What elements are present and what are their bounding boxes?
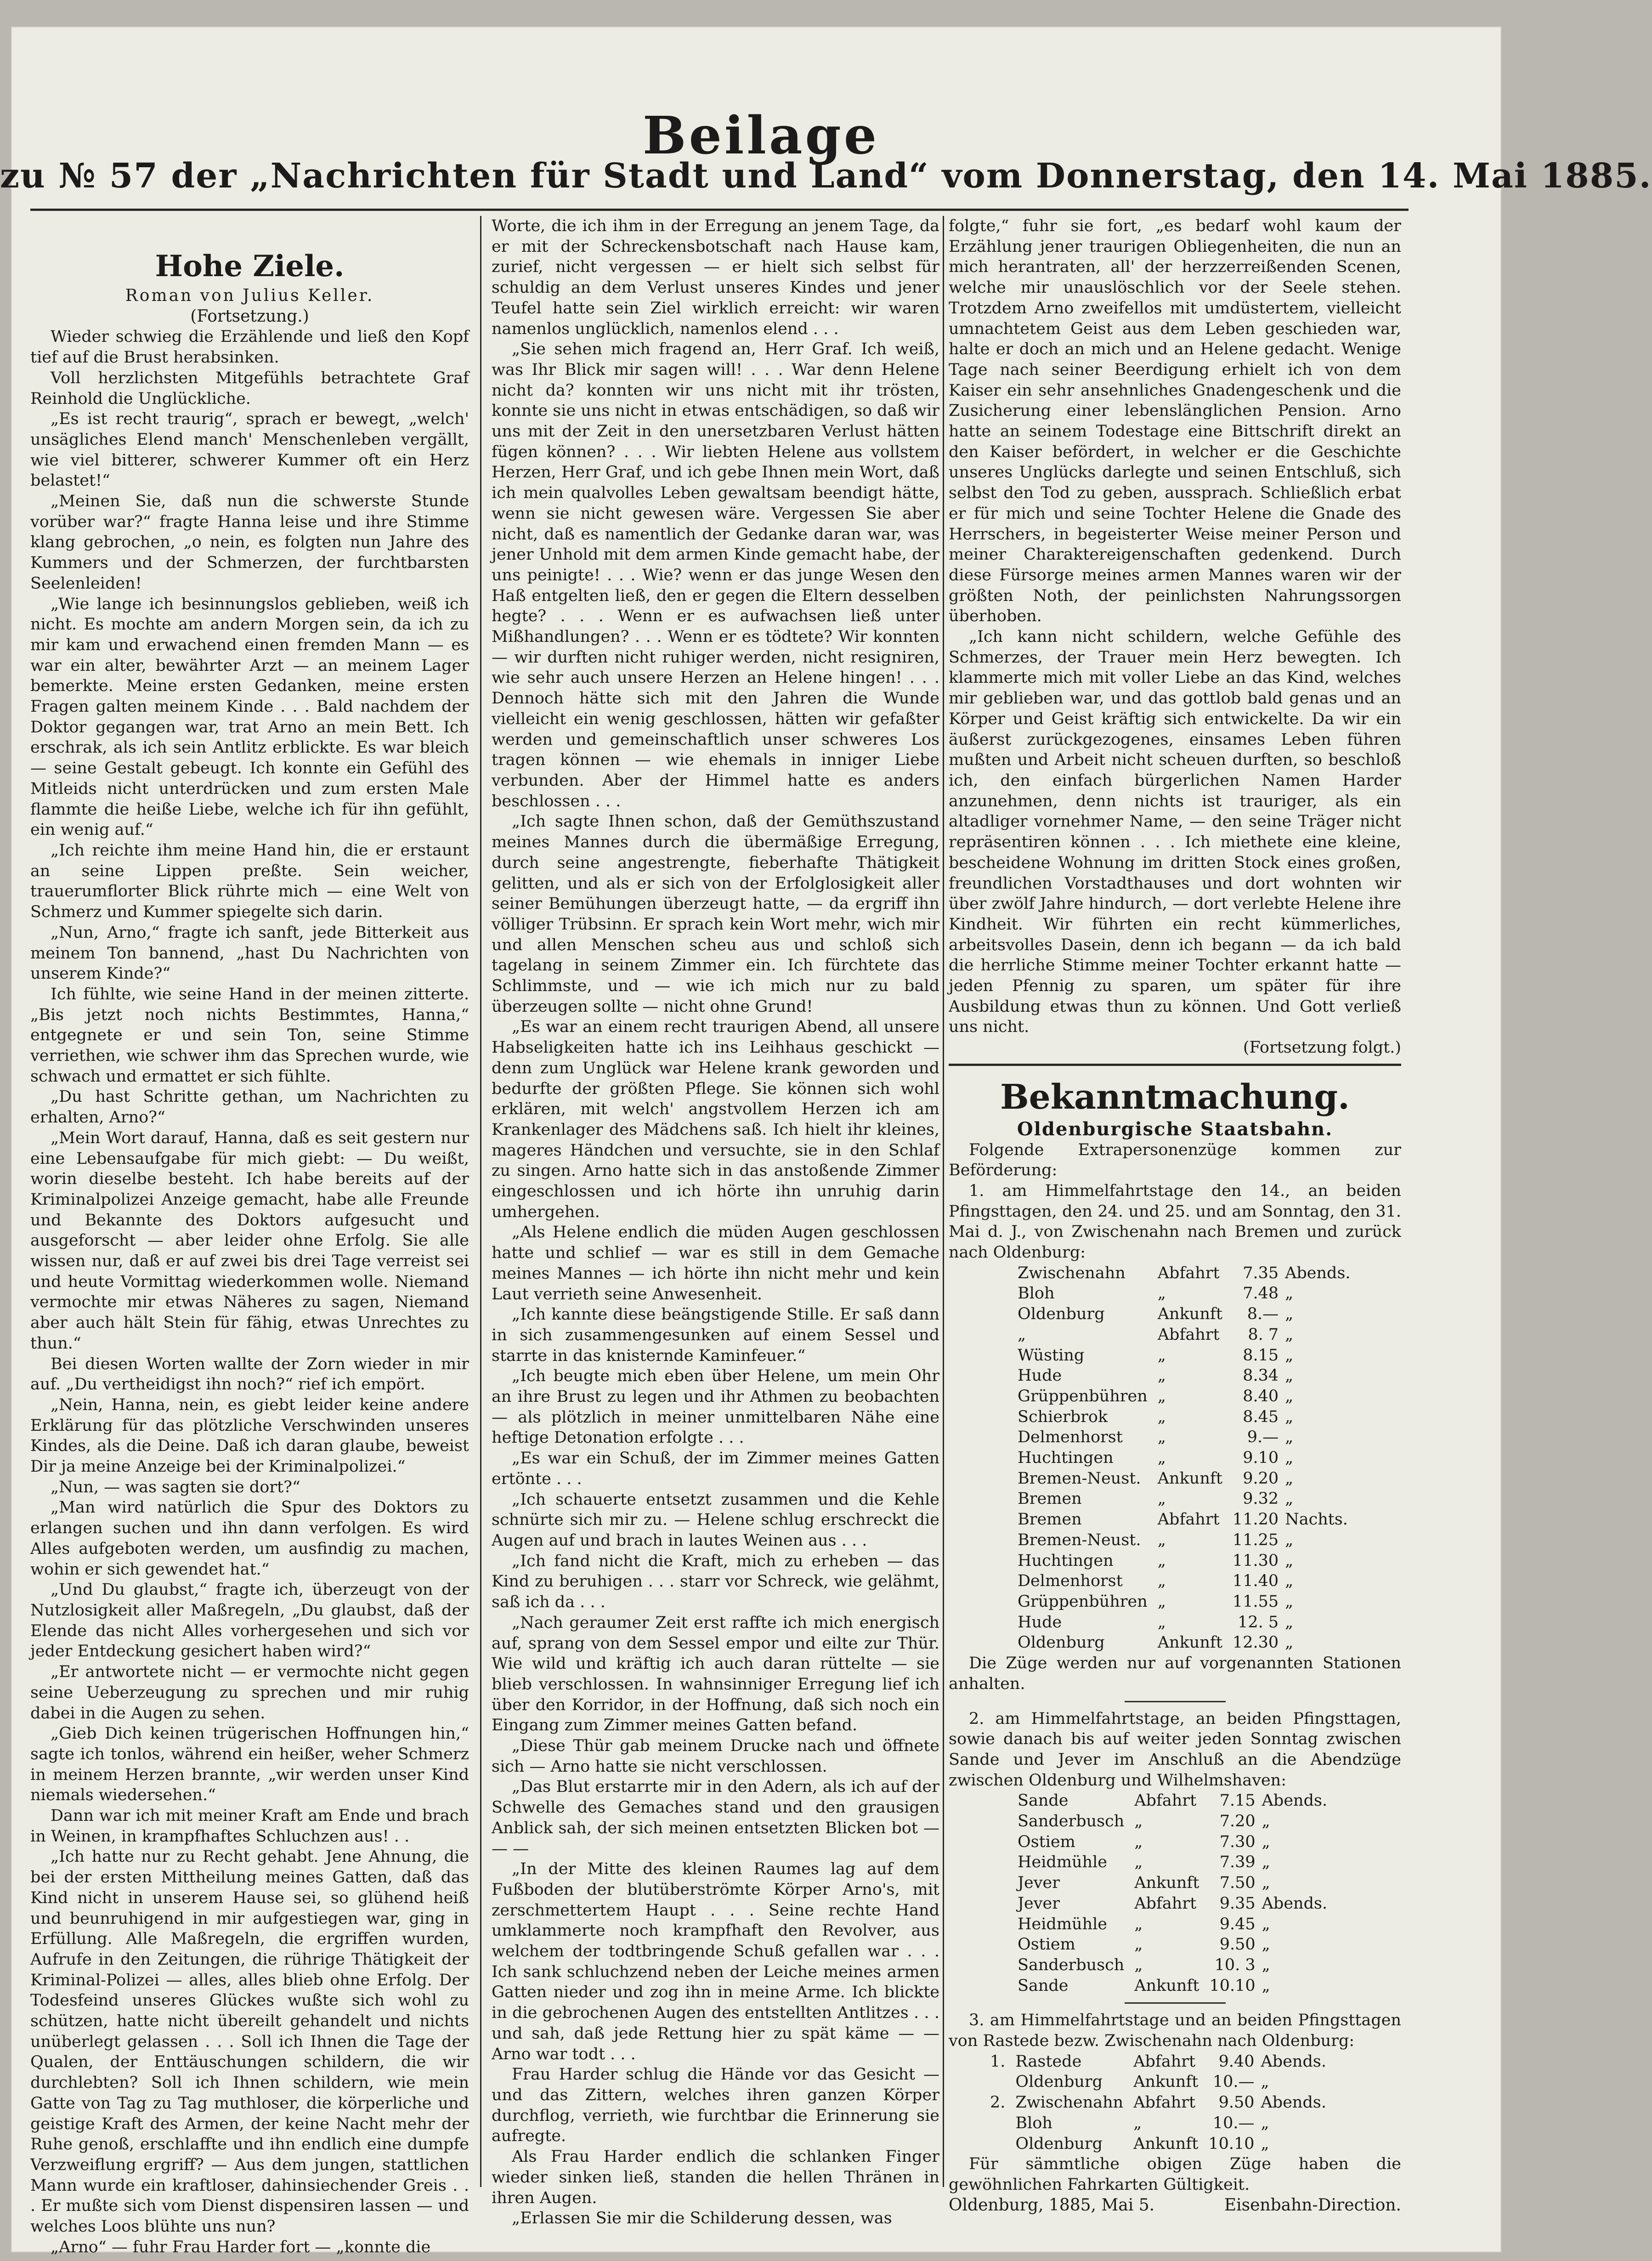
timetable-row	[1018, 1427, 1361, 1448]
notice-place-date: Oldenburg, 1885, Mai 5.	[949, 2195, 1155, 2215]
timetable-cell: Jever	[1018, 1894, 1060, 1913]
timetable-cell: „	[1262, 1853, 1270, 1872]
timetable-cell: Ankunft	[1157, 1633, 1222, 1652]
timetable-2	[1018, 1791, 1337, 1996]
story-title: Hohe Ziele.	[155, 249, 345, 283]
paragraph: „Er antwortete nicht — er vermochte nicht gegen seine Ueberzeugung zu sprechen und mir ruhig dabei in die Augen zu sehen.	[30, 1663, 469, 1723]
paragraph: „Du hast Schritte gethan, um Nachrichten zu erhalten, Arno?“	[30, 1088, 469, 1127]
timetable-cell: „	[1261, 2134, 1269, 2153]
timetable-row	[1018, 1386, 1361, 1407]
timetable-row	[1018, 1304, 1361, 1325]
timetable-cell: Abends.	[1262, 1894, 1328, 1913]
timetable-cell: Bremen	[1018, 1490, 1082, 1508]
timetable-cell: Sande	[1018, 1791, 1069, 1810]
timetable-row	[1018, 1832, 1337, 1853]
timetable-row	[1018, 1791, 1337, 1811]
paragraph: Wieder schwieg die Erzählende und ließ den Kopf tief auf die Brust herabsinken.	[30, 328, 469, 367]
paragraph: Als Frau Harder endlich die schlanken Finger wieder sinken ließ, standen die hellen Thränen in ihren Augen.	[492, 2148, 939, 2207]
timetable-row	[1018, 1489, 1361, 1509]
timetable-cell: „	[1285, 1407, 1294, 1426]
timetable-row	[1018, 1934, 1337, 1955]
timetable-row	[1018, 1632, 1361, 1653]
timetable-row	[990, 2051, 1336, 2072]
timetable-cell: „	[1133, 2114, 1142, 2132]
timetable-cell: Ankunft	[1133, 2073, 1199, 2091]
timetable-row	[990, 2092, 1336, 2113]
timetable-cell: Bloh	[1015, 2114, 1052, 2132]
timetable-cell: „	[1157, 1449, 1166, 1468]
timetable-cell: Abends.	[1262, 1791, 1328, 1810]
paragraph: „Sie sehen mich fragend an, Herr Graf. Ich weiß, was Ihr Blick mir sagen will! . . . War denn Helene nicht da? konnten wir uns nicht mit ihr trösten, konnte sie uns nicht in etwas entschädigen, so daß wir uns mit der Zeit in den unersetzbaren Verlust hätten fügen können? . . . Wir liebten Helene aus vollstem Herzen, Herr Graf, und ich gebe Ihnen mein Wort, daß ich mein qualvolles Leben gewaltsam beendigt hätte, wenn sie nicht gewesen wäre. Vergessen Sie aber nicht, daß es namentlich der Gedanke daran war, was jener Unhold mit dem armen Kinde gemacht habe, der uns peinigte! . . . Wie? wenn er das junge Wesen den Haß entgelten ließ, den er gegen die Eltern desselben hegte? . . . Wenn er es aufwachsen ließ unter Mißhandlungen? . . . Wenn er es tödtete? Wir konnten — wir durften nicht ruhiger werden, nicht resigniren, wie sehr auch unsere Herzen an Helene hingen! . . . Dennoch hätte sich mit den Jahren die Wunde vielleicht ein wenig geschlossen, hätten wir gefaßter werden und gemeinschaftlich unser schweres Los tragen können — wie ehemals in inniger Liebe verbunden. Aber der Himmel hatte es anders beschlossen . . .	[492, 340, 939, 810]
notice-section-1: 1. am Himmelfahrtstage den 14., an beiden Pfingsttagen, den 24. und 25. und am Sonntag, den 31. Mai d. J., von Zwischenahn nach Bremen und zurück nach Oldenburg:	[949, 1181, 1401, 1262]
timetable-cell: „	[1262, 1955, 1270, 1974]
timetable-row	[1018, 1325, 1361, 1345]
supplement-title: Beilage	[642, 106, 880, 166]
timetable-cell: „	[1285, 1469, 1294, 1488]
timetable-cell: „	[1157, 1530, 1166, 1549]
timetable-cell: 9.20	[1243, 1469, 1279, 1488]
timetable-cell: Ankunft	[1134, 1874, 1199, 1893]
timetable-cell: Abfahrt	[1157, 1325, 1220, 1344]
timetable-row	[1018, 1955, 1337, 1976]
timetable-cell: „	[1285, 1633, 1294, 1652]
timetable-row	[1018, 1612, 1361, 1633]
paragraph: „Als Helene endlich die müden Augen geschlossen hatte und schlief — war es still in dem Gemache meines Mannes — ich hörte ihn nicht mehr und kein Laut verrieth seine Anwesenheit.	[492, 1223, 939, 1303]
notice-note-1: Die Züge werden nur auf vorgenannten Stationen anhalten.	[949, 1654, 1401, 1693]
timetable-cell: „	[1285, 1490, 1294, 1508]
timetable-1	[1018, 1263, 1361, 1653]
timetable-cell: 7.39	[1219, 1853, 1256, 1872]
paragraph: „Ich sagte Ihnen schon, daß der Gemüthszustand meines Mannes durch die übermäßige Erregung, durch seine angestrengte, fieberhafte Thätigkeit gelitten, und als er sich von der Erfolglosigkeit aller seiner Bemühungen überzeugt hatte, — da ergriff ihn völliger Trübsinn. Er sprach kein Wort mehr, wich mir und allen Menschen scheu aus und schloß sich tagelang in seinem Zimmer ein. Ich fürchtete das Schlimmste, und — wie ich mich nur zu bald überzeugen sollte — nicht ohne Grund!	[492, 812, 939, 1016]
paragraph: „Gieb Dich keinen trügerischen Hoffnungen hin,“ sagte ich tonlos, während ein heißer, weher Schmerz in meinem Herzen brannte, „wir werden unser Kind niemals wiedersehen.“	[30, 1724, 469, 1805]
paragraph: folgte,“ fuhr sie fort, „es bedarf wohl kaum der Erzählung jener traurigen Obliegenheiten, die nun an mich herantraten, all' der herzzerreißenden Scenen, welche mir unauslöschlich vor der Seele stehen. Trotzdem Arno zweifellos mit umdüstertem, vielleicht umnachtetem Geist aus dem Leben geschieden war, halte er doch an mich und an Helene gedacht. Wenige Tage nach seiner Beerdigung erhielt ich von dem Kaiser ein sehr ansehnliches Gnadengeschenk und die Zusicherung einer lebenslänglichen Pension. Arno hatte an seinem Todestage eine Bittschrift direkt an den Kaiser befördert, in welcher er die Geschichte unseres Unglücks darlegte und seinen Entschluß, sich selbst den Tod zu geben, aussprach. Schließlich erbat er für mich und seine Tochter Helene die Gnade des Herrschers, in begeisterter Weise meiner Person und meiner Charaktereigenschaften gedenkend. Durch diese Fürsorge meines armen Mannes waren wir der größten Noth, der peinlichsten Nahrungssorgen überhoben.	[949, 217, 1401, 626]
timetable-cell: „	[1262, 1915, 1270, 1933]
timetable-cell: „	[1134, 1935, 1143, 1954]
notice-section-3: 3. am Himmelfahrtstage und an beiden Pfingsttagen von Rastede bezw. Zwischenahn nach Oldenburg:	[949, 2011, 1401, 2051]
timetable-cell: 9.10	[1243, 1449, 1279, 1468]
timetable-cell: 10.10	[1208, 2134, 1255, 2153]
timetable-row	[1018, 1263, 1361, 1284]
timetable-cell: 11.25	[1232, 1530, 1279, 1549]
timetable-row	[1018, 1551, 1361, 1571]
paragraph: „Nein, Hanna, nein, es giebt leider keine andere Erklärung für das plötzliche Verschwinden unseres Kindes, als die Deine. Daß ich daran glaube, beweist Dir ja meine Anzeige bei der Kriminalpolizei.“	[30, 1395, 469, 1476]
timetable-cell: „	[1285, 1284, 1294, 1303]
timetable-cell: 11.55	[1232, 1592, 1279, 1611]
timetable-cell: 7.20	[1219, 1812, 1256, 1831]
timetable-cell: „	[1285, 1346, 1294, 1365]
paragraph: Dann war ich mit meiner Kraft am Ende und brach in Weinen, in krampfhaftes Schluchzen aus! . .	[30, 1807, 469, 1846]
timetable-row	[1018, 1811, 1337, 1832]
timetable-cell: „	[1157, 1592, 1166, 1611]
paragraph: „In der Mitte des kleinen Raumes lag auf dem Fußboden der blutüberströmte Körper Arno's, mit zerschmettertem Haupt . . . Seine rechte Hand umklammerte noch krampfhaft den Revolver, aus welchem der todtbringende Schuß gefallen war . . . Ich sank schluchzend neben der Leiche meines armen Gatten nieder und zog ihn in meine Arme. Ich blickte in die gebrochenen Augen des entstellten Antlitzes . . . und sah, daß jede Rettung hier zu spät käme — — Arno war todt . . .	[492, 1860, 939, 2063]
timetable-row	[1018, 1448, 1361, 1468]
timetable-cell: 9.—	[1247, 1428, 1279, 1447]
timetable-cell: Sanderbusch	[1018, 1955, 1125, 1974]
timetable-cell: „	[1285, 1387, 1294, 1405]
timetable-cell: „	[1285, 1551, 1294, 1570]
timetable-cell: 9.40	[1218, 2052, 1255, 2071]
timetable-cell: 8.45	[1243, 1407, 1279, 1426]
paragraph: „Ich kannte diese beängstigende Stille. Er saß dann in sich zusammengesunken auf einem Sessel und starrte in das knisternde Kaminfeuer.“	[492, 1305, 939, 1365]
timetable-cell: „	[1134, 1955, 1143, 1974]
timetable-cell: 1.	[990, 2052, 1006, 2071]
paragraph: „Und Du glaubst,“ fragte ich, überzeugt von der Nutzlosigkeit aller Maßregeln, „Du glaubst, daß der Elende das nicht Alles vorhergesehen und sich vor jeder Entdeckung gesichert haben wird?“	[30, 1581, 469, 1661]
timetable-cell: „	[1262, 1976, 1270, 1995]
paragraph: „Wie lange ich besinnungslos geblieben, weiß ich nicht. Es mochte am andern Morgen sein, da ich zu mir kam und erwachend einen fremden Mann — es war ein alter, bewährter Arzt — an meinem Lager bemerkte. Meine ersten Gedanken, meine ersten Fragen galten meinem Kinde . . . Bald nachdem der Doktor gegangen war, trat Arno an mein Bett. Ich erschrak, als ich sein Antlitz erblickte. Es war bleich — seine Gestalt gebeugt. Ich konnte ein Gefühl des Mitleids nicht unterdrücken und zum ersten Male flammte die heiße Liebe, welche ich für ihn gefühlt, ein wenig auf.“	[30, 595, 469, 839]
paragraph: „Ich kann nicht schildern, welche Gefühle des Schmerzes, der Trauer mein Herz bewegten. Ich klammerte mich mit voller Liebe an das Kind, welches mir geblieben war, und das gottlob bald genas und an Körper und Geist kräftig sich entwickelte. Da wir ein äußerst zurückgezogenes, einsames Leben führen mußten und Arbeit nicht scheuen durften, so beschloß ich, den einfach bürgerlichen Namen Harder anzunehmen, denn nichts ist trauriger, als ein altadliger vornehmer Name, — den seine Träger nicht repräsentiren können . . . Ich miethete eine kleine, bescheidene Wohnung im dritten Stock eines großen, freundlichen Vorstadthauses und dort wohnten wir über zwölf Jahre hindurch, — dort verlebte Helene ihre Kindheit. Wir führten ein recht kümmerliches, arbeitsvolles Dasein, denn ich begann — da ich bald die herrliche Stimme meiner Tochter erkannt hatte — jeden Pfennig zu sparen, um später für ihre Ausbildung etwas thun zu können. Und Gott verließ uns nicht.	[949, 628, 1401, 1037]
paragraph: „Es war ein Schuß, der im Zimmer meines Gatten ertönte . . .	[492, 1449, 939, 1488]
timetable-cell: „	[1285, 1305, 1294, 1324]
paragraph: „Nach geraumer Zeit erst raffte ich mich energisch auf, sprang von dem Sessel empor und eilte zur Thür. Wie wild und kräftig ich auch daran rüttelte — sie blieb verschlossen. In wahnsinniger Erregung lief ich über den Korridor, in der Hoffnung, daß sich noch ein Eingang zum Zimmer meines Gatten befand.	[492, 1613, 939, 1735]
timetable-cell: „	[1261, 2114, 1269, 2132]
timetable-cell: Heidmühle	[1018, 1915, 1108, 1933]
timetable-cell: 8. 7	[1248, 1325, 1279, 1344]
timetable-cell: Abfahrt	[1134, 1894, 1197, 1913]
timetable-cell: Huchtingen	[1018, 1449, 1114, 1468]
timetable-cell: „	[1157, 1387, 1166, 1405]
timetable-cell: „	[1285, 1572, 1294, 1591]
timetable-row	[1018, 1914, 1337, 1935]
notice-signature-block	[949, 2195, 1401, 2216]
notice-section-2: 2. am Himmelfahrtstage, an beiden Pfingsttagen, sowie danach bis auf weiter jeden Sonntag zwischen Sande und Jever im Anschluß an die Abendzüge zwischen Oldenburg und Wilhelmshaven:	[949, 1709, 1401, 1790]
timetable-row	[1018, 1345, 1361, 1366]
timetable-cell: „	[1285, 1449, 1294, 1468]
timetable-cell: Abfahrt	[1133, 2093, 1196, 2112]
timetable-cell: Sanderbusch	[1018, 1812, 1125, 1831]
timetable-cell: Nachts.	[1285, 1510, 1348, 1529]
timetable-cell: Ostiem	[1018, 1832, 1075, 1851]
timetable-cell: Delmenhorst	[1018, 1428, 1123, 1447]
timetable-cell: Ankunft	[1157, 1469, 1222, 1488]
timetable-cell: 10.—	[1212, 2073, 1255, 2091]
paragraph: „Es ist recht traurig“, sprach er bewegt, „welch' unsägliches Elend manch' Menschenleben vergällt, wie viel bitterer, schwerer Kummer oft ein Herz belastet!“	[30, 410, 469, 490]
timetable-cell: 7.30	[1219, 1832, 1256, 1851]
timetable-cell: „	[1157, 1551, 1166, 1570]
column-rule-2	[943, 216, 944, 2187]
timetable-row	[1018, 1509, 1361, 1530]
timetable-cell: 12. 5	[1238, 1613, 1279, 1632]
paragraph: „Meinen Sie, daß nun die schwerste Stunde vorüber war?“ fragte Hanna leise und ihre Stimme klang gebrochen, „o nein, es folgten nun Jahre des Kummers und der Schmerzen, der furchtbarsten Seelenleiden!	[30, 492, 469, 593]
timetable-cell: Jever	[1018, 1874, 1060, 1893]
timetable-cell: „	[1262, 1812, 1270, 1831]
timetable-cell: Ankunft	[1157, 1305, 1222, 1324]
timetable-cell: Schierbrok	[1018, 1407, 1108, 1426]
timetable-cell: Abfahrt	[1157, 1264, 1220, 1282]
timetable-row	[1018, 1873, 1337, 1893]
timetable-cell: 9.32	[1243, 1490, 1279, 1508]
timetable-cell: 7.50	[1219, 1874, 1256, 1893]
timetable-cell: Delmenhorst	[1018, 1572, 1123, 1591]
timetable-cell: 7.48	[1243, 1284, 1279, 1303]
timetable-3	[990, 2051, 1336, 2154]
paragraph: Worte, die ich ihm in der Erregung an jenem Tage, da er mit der Schreckensbotschaft nach Hause kam, zurief, nicht vergessen — er hielt sich selbst für schuldig an dem Verlust unseres Kindes und jener Teufel hatte sein Ziel wirklich erreicht: wir waren namenlos unglücklich, namenlos elend . . .	[492, 217, 939, 338]
timetable-cell: 8.—	[1247, 1305, 1279, 1324]
timetable-cell: „	[1262, 1832, 1270, 1851]
notice-title: Bekanntmachung.	[1000, 1077, 1350, 1117]
timetable-cell: Rastede	[1015, 2052, 1082, 2071]
column-rule-1	[480, 216, 481, 2187]
timetable-cell: Ostiem	[1018, 1935, 1075, 1954]
timetable-cell: 11.30	[1232, 1551, 1279, 1570]
paragraph: Bei diesen Worten wallte der Zorn wieder in mir auf. „Du vertheidigst ihn noch?“ rief ich empört.	[30, 1354, 469, 1394]
timetable-row	[990, 2134, 1336, 2154]
timetable-cell: Wüsting	[1018, 1346, 1085, 1365]
paragraph: „Ich fand nicht die Kraft, mich zu erheben — das Kind zu beruhigen . . . starr vor Schreck, wie gelähmt, saß ich da . . .	[492, 1552, 939, 1612]
paragraph: „Mein Wort darauf, Hanna, daß es seit gestern nur eine Lebensaufgabe für mich giebt: — Du weißt, worin dieselbe besteht. Ich habe bereits auf der Kriminalpolizei Anzeige gemacht, habe alle Freunde und Bekannte des Doktors aufgesucht und ausgeforscht — aber leider ohne Erfolg. Sie alle wissen nur, daß er auf zwei bis drei Tage verreist sei und heute Vormittag wiederkommen wolle. Niemand vermochte mir etwas Näheres zu sagen, Niemand aber auch hält Stein für fähig, etwas Unrechtes zu thun.“	[30, 1128, 469, 1353]
timetable-cell: „	[1018, 1325, 1026, 1344]
timetable-cell: „	[1285, 1428, 1294, 1447]
divider	[1125, 2002, 1226, 2004]
timetable-row	[1018, 1571, 1361, 1592]
notice-note-3: Für sämmtliche obigen Züge haben die gewöhnlichen Fahrkarten Gültigkeit.	[949, 2155, 1401, 2194]
timetable-cell: Bremen-Neust.	[1018, 1469, 1141, 1488]
timetable-cell: 8.40	[1243, 1387, 1279, 1405]
timetable-cell: 10. 3	[1214, 1955, 1256, 1974]
timetable-cell: „	[1261, 2073, 1269, 2091]
timetable-row	[1018, 1366, 1361, 1386]
timetable-cell: 9.50	[1218, 2093, 1255, 2112]
paragraph: „Ich schauerte entsetzt zusammen und die Kehle schnürte sich mir zu. — Helene schlug erschreckt die Augen auf und brach in lautes Weinen aus . . .	[492, 1490, 939, 1550]
paragraph: „Man wird natürlich die Spur des Doktors zu erlangen suchen und ihn dann verfolgen. Es wird Alles aufgeboten werden, um ausfindig zu machen, wohin er sich gewendet hat.“	[30, 1498, 469, 1579]
paragraph: Frau Harder schlug die Hände vor das Gesicht — und das Zittern, welches ihren ganzen Körper durchflog, verrieth, wie furchtbar die Erinnerung sie aufregte.	[492, 2065, 939, 2146]
timetable-cell	[990, 2113, 1015, 2134]
paragraph: „Ich reichte ihm meine Hand hin, die er erstaunt an seine Lippen preßte. Sein weicher, trauerumflorter Blick rührte mich — eine Welt von Schmerz und Kummer spiegelte sich darin.	[30, 841, 469, 922]
timetable-row	[1018, 1530, 1361, 1551]
timetable-cell: „	[1157, 1366, 1166, 1385]
timetable-cell: 11.20	[1232, 1510, 1279, 1529]
notice-subtitle: Oldenburgische Staatsbahn.	[1017, 1118, 1333, 1140]
timetable-row	[990, 2113, 1336, 2134]
paragraph: „Das Blut erstarrte mir in den Adern, als ich auf der Schwelle des Gemaches stand und den grausigen Anblick sah, der sich meinen entsetzten Blicken bot — — —	[492, 1778, 939, 1858]
timetable-cell: Oldenburg	[1015, 2134, 1103, 2153]
timetable-cell: „	[1262, 1935, 1270, 1954]
timetable-cell: 11.40	[1232, 1572, 1279, 1591]
timetable-cell: Grüppenbühren	[1018, 1387, 1148, 1405]
timetable-row	[1018, 1283, 1361, 1304]
timetable-cell: Abfahrt	[1133, 2052, 1196, 2071]
timetable-cell: „	[1285, 1325, 1294, 1344]
timetable-cell: „	[1157, 1284, 1166, 1303]
paragraph: „Es war an einem recht traurigen Abend, all unsere Habseligkeiten hatte ich ins Leihhaus geschickt — denn zum Unglück war Helene krank geworden und bedurfte der größten Pflege. Sie können sich wohl erklären, mit welch' angstvollem Herzen ich am Krankenlager des Mädchens saß. Ich hielt ihr kleines, mageres Händchen und versuchte, sie in den Schlaf zu singen. Arno hatte sich in das anstoßende Zimmer eingeschlossen und ich hörte ihn unruhig darin umhergehen.	[492, 1018, 939, 1221]
timetable-cell: Bloh	[1018, 1284, 1055, 1303]
timetable-cell: Oldenburg	[1018, 1305, 1105, 1324]
timetable-cell: 9.35	[1219, 1894, 1256, 1913]
divider	[1125, 1701, 1226, 1702]
timetable-row	[990, 2072, 1336, 2092]
paragraph: „Arno“ — fuhr Frau Harder fort — „konnte die	[51, 2238, 431, 2256]
timetable-cell: Abfahrt	[1134, 1791, 1197, 1810]
timetable-cell: „	[1134, 1915, 1143, 1933]
timetable-cell: „	[1285, 1530, 1294, 1549]
timetable-row	[1018, 1407, 1361, 1428]
timetable-cell: Bremen	[1018, 1510, 1082, 1529]
paragraph: „Nun, — was sagten sie dort?“	[51, 1478, 300, 1496]
paragraph: Ich fühlte, wie seine Hand in der meinen zitterte. „Bis jetzt noch nichts Bestimmtes, Hanna,“ entgegnete er und sein Ton, seine Stimme verriethen, wie schwer ihm das Sprechen wurde, wie schwach und ermattet er sich fühlte.	[30, 985, 469, 1086]
timetable-cell: Bremen-Neust.	[1018, 1530, 1141, 1549]
paragraph: „Ich beugte mich eben über Helene, um mein Ohr an ihre Brust zu legen und ihr Athmen zu beobachten — als plötzlich in meiner unmittelbaren Nähe eine heftige Detonation erfolgte . . .	[492, 1367, 939, 1447]
timetable-cell: Ankunft	[1133, 2134, 1199, 2153]
timetable-cell: Oldenburg	[1015, 2073, 1103, 2091]
timetable-cell: Grüppenbühren	[1018, 1592, 1148, 1611]
timetable-cell: Sande	[1018, 1976, 1069, 1995]
story-continued: (Fortsetzung.)	[190, 306, 309, 326]
timetable-cell: 7.15	[1219, 1791, 1256, 1810]
timetable-cell: „	[1157, 1490, 1166, 1508]
paragraph: Voll herzlichsten Mitgefühls betrachtete Graf Reinhold die Unglückliche.	[30, 368, 469, 408]
timetable-cell: Abfahrt	[1157, 1510, 1220, 1529]
to-be-continued: (Fortsetzung folgt.)	[1243, 1038, 1401, 1057]
paragraph: „Ich hatte nur zu Recht gehabt. Jene Ahnung, die bei der ersten Mittheilung meines Gatten, daß das Kind nicht in unserem Hause sei, so glühend heiß und beunruhigend in mir aufgestiegen war, ging in Erfüllung. Alle Maßregeln, die ergriffen wurden, Aufrufe in den Zeitungen, die rührige Thätigkeit der Kriminal-Polizei — alles, alles blieb ohne Erfolg. Der Todesfeind unseres Glückes wußte sich wohl zu schützen, hatte nicht übereilt gehandelt und nichts unüberlegt gelassen . . . Soll ich Ihnen die Tage der Qualen, der Enttäuschungen schildern, die wir durchlebten? Soll ich Ihnen schildern, wie mein Gatte von Tag zu Tag muthloser, die körperliche und geistige Kraft des Armen, der keine Nacht mehr der Ruhe genoß, erschlaffte und ihn endlich eine dumpfe Verzweiflung ergriff? — Aus dem jungen, stattlichen Mann wurde ein kraftloser, dahinsiechender Greis . . . Er mußte sich vom Dienst dispensiren lassen — und welches Loos blühte uns nun?	[30, 1847, 469, 2236]
timetable-cell: „	[1262, 1874, 1270, 1893]
timetable-cell: „	[1157, 1407, 1166, 1426]
timetable-cell: „	[1157, 1613, 1166, 1632]
timetable-cell: „	[1285, 1613, 1294, 1632]
paragraph: „Erlassen Sie mir die Schilderung dessen, was	[512, 2209, 892, 2228]
timetable-cell: „	[1157, 1572, 1166, 1591]
story-byline: Roman von Julius Keller.	[125, 286, 374, 305]
timetable-cell: „	[1285, 1366, 1294, 1385]
timetable-cell: „	[1134, 1853, 1143, 1872]
timetable-cell: Oldenburg	[1018, 1633, 1105, 1652]
timetable-cell: 2.	[990, 2093, 1006, 2112]
timetable-cell	[990, 2134, 1015, 2154]
timetable-cell: 8.15	[1243, 1346, 1279, 1365]
timetable-cell: 8.34	[1243, 1366, 1279, 1385]
story-column-2	[492, 216, 939, 2228]
header-rule	[30, 209, 1409, 211]
section-rule	[949, 1064, 1401, 1066]
notice-signature: Eisenbahn-Direction.	[1224, 2195, 1401, 2215]
timetable-row	[1018, 1592, 1361, 1612]
timetable-cell	[990, 2072, 1015, 2092]
supplement-subtitle: zu № 57 der „Nachrichten für Stadt und Land“ vom Donnerstag, den 14. Mai 1885.	[0, 156, 1652, 196]
timetable-cell: Abends.	[1261, 2093, 1326, 2112]
timetable-cell: 12.30	[1232, 1633, 1279, 1652]
timetable-cell: Zwischenahn	[1018, 1264, 1126, 1282]
story-column-1	[30, 248, 469, 2256]
timetable-cell: „	[1157, 1428, 1166, 1447]
timetable-row	[1018, 1852, 1337, 1873]
timetable-cell: 9.45	[1219, 1915, 1256, 1933]
timetable-cell: „	[1134, 1832, 1143, 1851]
timetable-cell: 9.50	[1219, 1935, 1256, 1954]
timetable-cell: Ankunft	[1134, 1976, 1199, 1995]
timetable-cell: „	[1285, 1592, 1294, 1611]
timetable-cell: Abends.	[1285, 1264, 1351, 1282]
timetable-row	[1018, 1468, 1361, 1489]
timetable-cell: Hude	[1018, 1613, 1062, 1632]
timetable-cell: 10.10	[1209, 1976, 1256, 1995]
timetable-row	[1018, 1893, 1337, 1914]
timetable-cell: Abends.	[1261, 2052, 1326, 2071]
timetable-cell: Heidmühle	[1018, 1853, 1108, 1872]
timetable-row	[1018, 1976, 1337, 1996]
timetable-cell: Huchtingen	[1018, 1551, 1114, 1570]
paragraph: „Diese Thür gab meinem Drucke nach und öffnete sich — Arno hatte sie nicht verschlossen.	[492, 1737, 939, 1776]
timetable-cell: Hude	[1018, 1366, 1062, 1385]
timetable-cell: 7.35	[1243, 1264, 1279, 1282]
timetable-cell: 10.—	[1212, 2114, 1255, 2132]
timetable-cell: Zwischenahn	[1015, 2093, 1124, 2112]
notice-intro: Folgende Extrapersonenzüge kommen zur Beförderung:	[949, 1140, 1401, 1180]
timetable-cell: „	[1134, 1812, 1143, 1831]
story-column-3	[949, 216, 1401, 2215]
timetable-cell: „	[1157, 1346, 1166, 1365]
paragraph: „Nun, Arno,“ fragte ich sanft, jede Bitterkeit aus meinem Ton bannend, „hast Du Nachrichten von unserem Kinde?“	[30, 923, 469, 983]
